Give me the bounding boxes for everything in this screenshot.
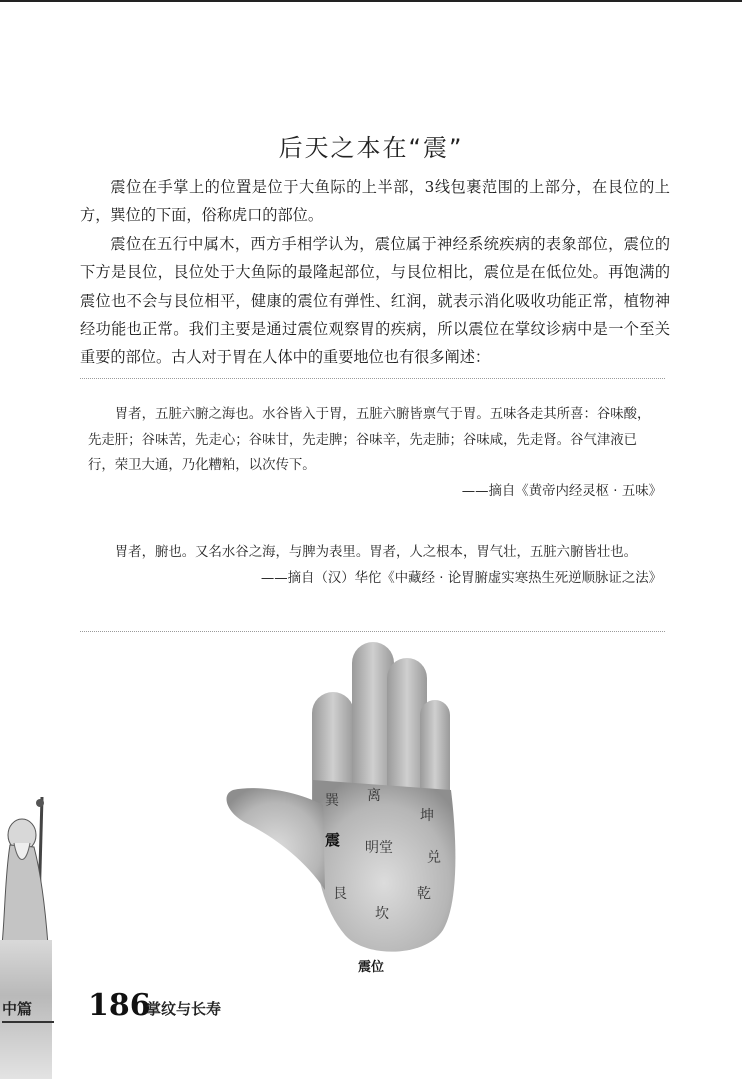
quote-separator-top	[80, 378, 665, 379]
page-title: 后天之本在“震”	[278, 134, 464, 163]
trigram-label: 兑	[427, 850, 441, 866]
sage-illustration	[0, 795, 60, 945]
trigram-label: 艮	[333, 886, 347, 902]
trigram-label: 坤	[420, 808, 434, 824]
quote-text: 胃者，腑也。又名水谷之海，与脾为表里。胃者，人之根本，胃气壮，五脏六腑皆壮也。	[114, 545, 638, 560]
section-label: 中篇	[2, 998, 54, 1023]
quote-block-1	[88, 402, 662, 504]
hand-shape	[227, 642, 456, 952]
trigram-label: 坎	[375, 906, 389, 922]
palm-figure	[215, 640, 480, 960]
quote-source: ——摘自（汉）华佗《中藏经 · 论胃腑虚实寒热生死逆顺脉证之法》	[260, 570, 662, 586]
paragraph-2: 震位在五行中属木，西方手相学认为，震位属于神经系统疾病的表象部位，震位的下方是艮位，艮位处于大鱼际的最隆起部位，与艮位相比，震位是在低位处。再饱满的震位也不会与艮位相平，健康的震位有弹性、红润，就表示消化吸收功能正常，植物神经功能也正常。我们主要是通过震位观察胃的疾病，所以震位在掌纹诊病中是一个至关重要的部位。古人对于胃在人体中的重要地位也有很多阐述：	[80, 234, 670, 367]
page-number: 186	[88, 988, 151, 1023]
trigram-label: 乾	[417, 886, 431, 902]
body-text	[80, 173, 670, 372]
trigram-label: 离	[367, 788, 381, 804]
figure-caption: 震位	[357, 960, 384, 975]
trigram-label: 巽	[325, 793, 339, 809]
book-title: 掌纹与长寿	[146, 1000, 222, 1018]
quote-text: 胃者，五脏六腑之海也。水谷皆入于胃，五脏六腑皆禀气于胃。五味各走其所喜：谷味酸，先走肝；谷味苦，先走心；谷味甘，先走脾；谷味辛，先走肺；谷味咸，先走肾。谷气津液已行，荣卫大通，乃化糟粕，以次传下。	[88, 407, 651, 473]
quote-source: ——摘自《黄帝内经灵枢 · 五味》	[461, 483, 662, 499]
quote-separator-bottom	[80, 631, 665, 632]
top-border-rule	[0, 0, 742, 2]
mingtang-label: 明堂	[365, 840, 393, 856]
trigram-label-zhen: 震	[325, 831, 341, 849]
paragraph-1: 震位在手掌上的位置是位于大鱼际的上半部，3线包裹范围的上部分，在艮位的上方，巽位的下面，俗称虎口的部位。	[80, 178, 670, 225]
quote-block-2	[88, 540, 662, 591]
